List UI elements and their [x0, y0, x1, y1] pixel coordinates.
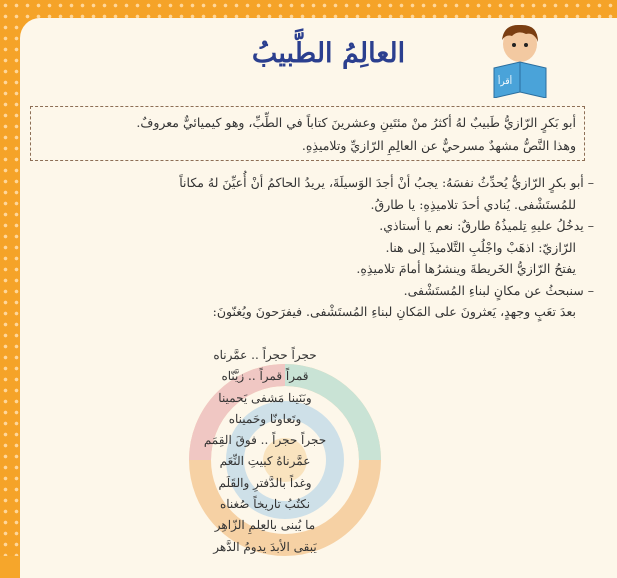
- story-body: [28, 172, 594, 323]
- poem-line: قمراً قمراً .. زيَّنّاه: [221, 369, 309, 384]
- poem-line: نكتُبُ تاريخاً صُغناه: [219, 497, 311, 512]
- story-line: – سنبحثُ عن مكانٍ لبناءِ المُستَشْفى.: [403, 282, 594, 298]
- poem: [180, 345, 350, 558]
- story-line: للمُستَشْفى. يُنادي أحدَ تلاميذِهِ: يا طارقُ.: [370, 196, 576, 212]
- story-line: بعدَ تعَبٍ وجهدٍ، يَعثرونَ على المَكانِ لبناءِ المُستَشْفى. فيفرَحونَ ويُغنّونَ:: [212, 304, 576, 319]
- poem-line: وغداً بالدَّفترِ والقَلَم: [218, 475, 312, 490]
- poem-line: وتَعاونّا وحَميناه: [228, 411, 302, 426]
- story-line: يفتحُ الرّازيُّ الخَريطةَ وينشرُها أمامَ تلاميذِهِ.: [356, 261, 576, 276]
- story-line: الرّازيّ: اذهَبْ واجْلُبِ التَّلاميذَ إلى هنا.: [385, 239, 576, 255]
- intro-line: أبو بَكرٍ الرّازيُّ طَبيبٌ لهُ أكثرُ منْ مئتَينِ وعشرينَ كتاباً في الطِّبِّ، وهو كيميائيٌّ معروفٌ.: [136, 115, 576, 130]
- poem-line: عمَّرناهُ كبيتِ النِّعَم: [219, 454, 311, 469]
- poem-line: ما يُبنى بالعِلمِ الزّاهِر: [214, 518, 316, 533]
- story-line: – أبو بكرٍ الرّازيُّ يُحدِّثُ نفسَهُ: يجبُ أنْ أجدَ الوَسيلَةَ، يريدُ الحاكمُ أنْ أُعيِّنَ لهُ مكاناً: [179, 175, 594, 190]
- intro-box: [30, 106, 585, 161]
- badge-label: أقرأ: [497, 77, 513, 87]
- poem-line: يَبقى الأبدَ يدومُ الدَّهر: [213, 539, 317, 554]
- poem-line: حجراً حجراً .. فوقَ القِمَم: [203, 433, 327, 448]
- poem-line: حجراً حجراً .. عمَّرناه: [213, 348, 317, 362]
- poem-line: وبَنَينا مَشفى يَحمينا: [218, 390, 312, 405]
- intro-line: وهذا النَّصُّ مشهدٌ مسرحيٌّ عن العالِمِ الرّازيِّ وتلاميذِهِ.: [301, 138, 576, 153]
- page-title: العالِمُ الطَّبيبُ: [251, 38, 406, 69]
- story-line: – يدخُلُ عليهِ تِلميذُهُ طارقٌ: نعم يا أستاذي.: [379, 218, 594, 233]
